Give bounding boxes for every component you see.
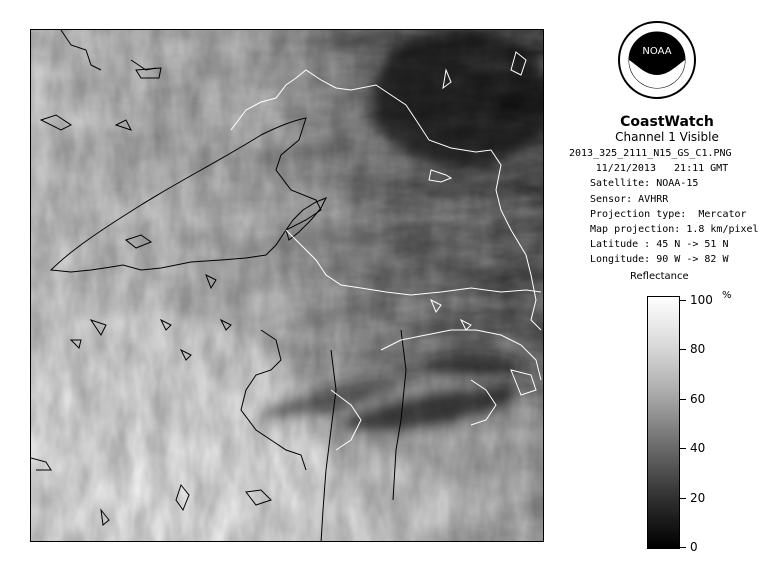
satellite-image: [30, 29, 544, 542]
satellite-text: Satellite: NOAA-15: [590, 178, 699, 190]
sensor-text: Sensor: AVHRR: [590, 193, 669, 205]
projection-type-text: Projection type: Mercator: [590, 208, 747, 220]
colorbar-tick-label: 40: [690, 441, 706, 455]
colorbar-label: Reflectance: [630, 271, 689, 282]
filename-text: 2013_325_2111_N15_GS_C1.PNG: [569, 148, 732, 159]
colorbar-tick-label: 0: [690, 540, 698, 554]
datetime-text: 11/21/2013 21:11 GMT: [595, 163, 729, 175]
latitude-text: Latitude : 45 N -> 51 N: [590, 239, 729, 251]
satellite-image-svg: [31, 30, 544, 542]
product-title: CoastWatch: [620, 114, 714, 130]
colorbar-tick-label: 80: [690, 342, 706, 356]
colorbar-tick: [680, 349, 686, 350]
metadata-block: [569, 146, 759, 268]
colorbar-tick: [680, 448, 686, 449]
colorbar-tick-label: 60: [690, 392, 706, 406]
channel-subtitle: Channel 1 Visible: [615, 130, 719, 144]
map-projection-text: Map projection: 1.8 km/pixel: [590, 224, 759, 236]
colorbar-unit: %: [722, 290, 732, 301]
longitude-text: Longitude: 90 W -> 82 W: [590, 254, 729, 266]
noaa-logo-icon: [617, 20, 697, 100]
colorbar-tick-label: 100: [690, 293, 713, 307]
colorbar-tick: [680, 399, 686, 400]
colorbar-tick: [680, 300, 686, 301]
noaa-logo-text: NOAA: [642, 46, 672, 57]
colorbar-tick: [680, 547, 686, 548]
colorbar-tick: [680, 498, 686, 499]
colorbar: [647, 296, 680, 549]
colorbar-tick-label: 20: [690, 491, 706, 505]
